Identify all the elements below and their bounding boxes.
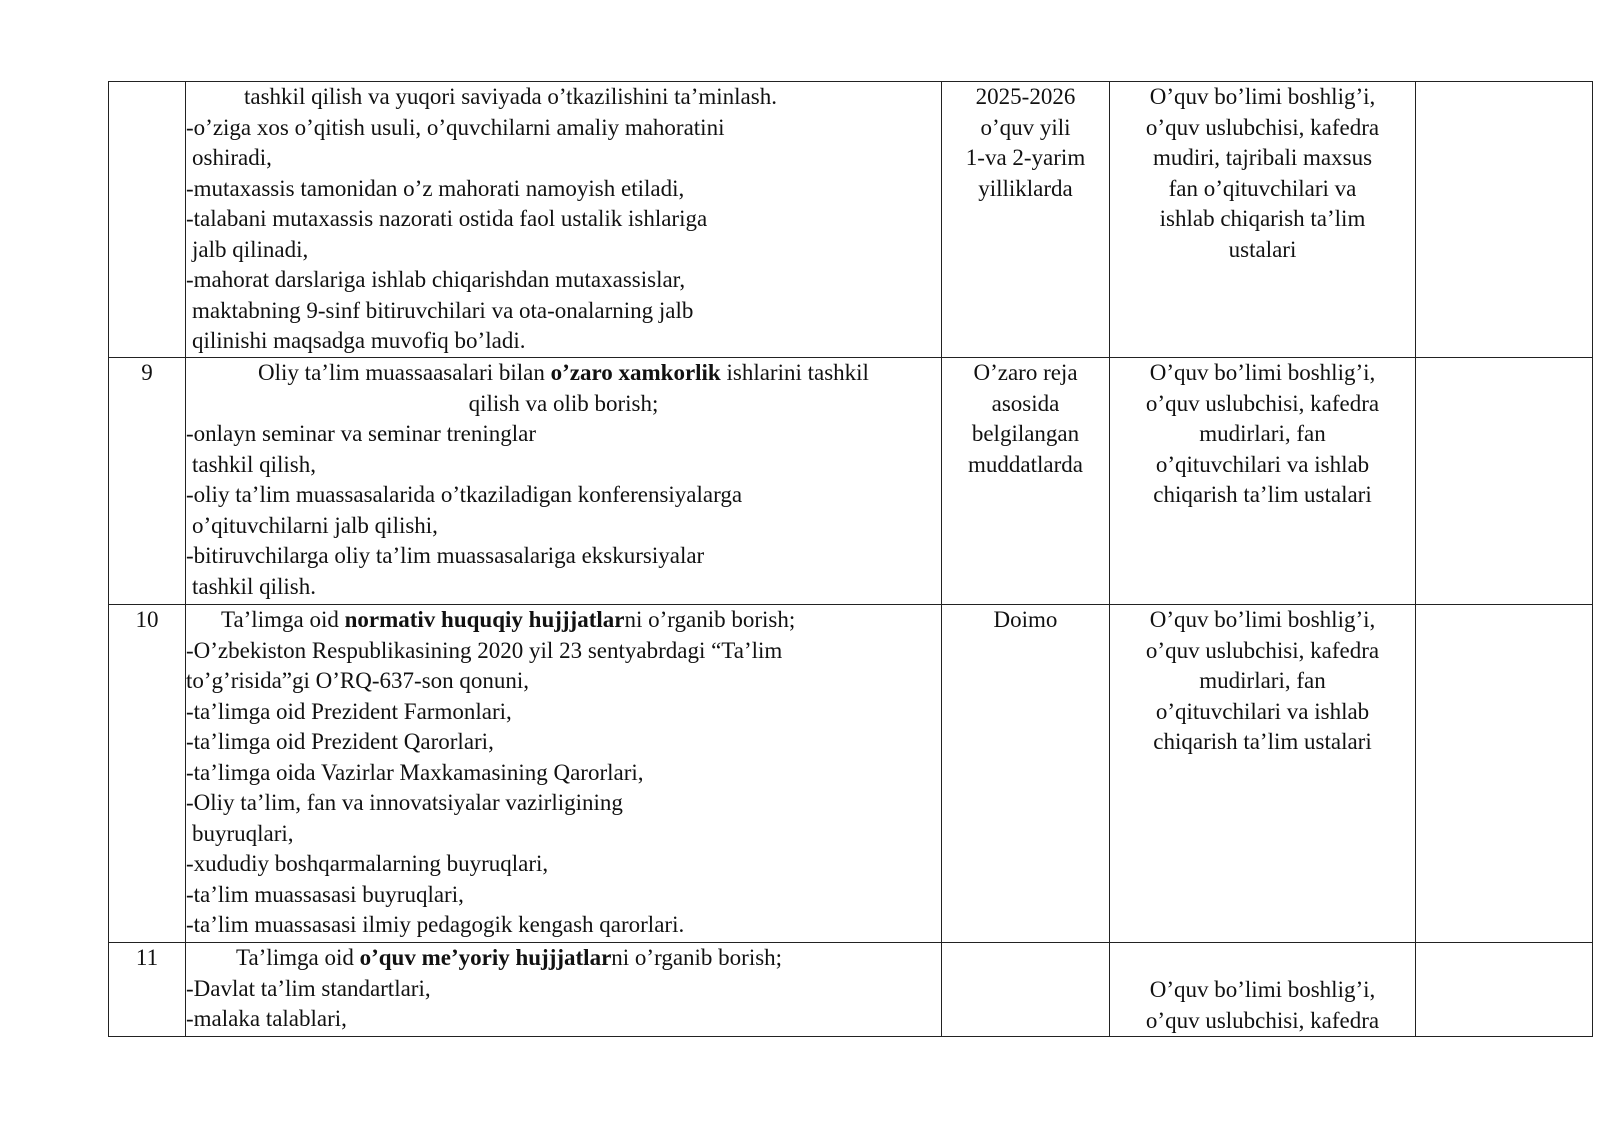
- responsible-line: o’quv uslubchisi, kafedra: [1145, 637, 1380, 663]
- activity-heading: Ta’limga oid normativ huquqiy hujjjatlarni o’rganib borish;: [221, 607, 796, 632]
- note-cell: [1416, 358, 1593, 605]
- deadline-line: 2025-2026: [975, 84, 1076, 109]
- responsible-cell: [1110, 943, 1416, 1037]
- deadline-line: o’quv yili: [980, 114, 1071, 140]
- responsible-line: o’quv uslubchisi, kafedra: [1145, 114, 1380, 140]
- deadline-cell: [942, 358, 1110, 605]
- activity-line: -ta’limga oid Prezident Qarorlari,: [186, 729, 494, 754]
- responsible-line: o’qituvchilari va ishlab: [1155, 451, 1370, 477]
- deadline-line: yilliklarda: [978, 175, 1073, 201]
- deadline-line: asosida: [991, 390, 1060, 416]
- row-number: 11: [109, 943, 186, 1037]
- deadline-cell: [942, 82, 1110, 358]
- note-cell: [1416, 943, 1593, 1037]
- activity-line: -mutaxassis tamonidan o’z mahorati namoyish etiladi,: [186, 175, 685, 201]
- deadline-line: Doimo: [993, 607, 1058, 632]
- note-cell: [1416, 605, 1593, 943]
- responsible-line: o’quv uslubchisi, kafedra: [1145, 1007, 1380, 1033]
- row-number: 10: [109, 605, 186, 943]
- activity-line: buyruqlari,: [192, 820, 294, 846]
- activity-line: -ta’limga oida Vazirlar Maxkamasining Qarorlari,: [186, 759, 644, 785]
- activity-line: oshiradi,: [192, 145, 272, 170]
- activity-line: tashkil qilish.: [192, 573, 316, 599]
- row-number: [109, 82, 186, 358]
- activity-line: -oliy ta’lim muassasalarida o’tkaziladigan konferensiyalarga: [186, 482, 743, 507]
- activity-line: -onlayn seminar va seminar treninglar: [186, 421, 536, 446]
- deadline-line: O’zaro reja: [973, 360, 1078, 385]
- responsible-line: o’qituvchilari va ishlab: [1155, 698, 1370, 724]
- responsible-line: chiqarish ta’lim ustalari: [1153, 729, 1372, 754]
- deadline-line: 1-va 2-yarim: [965, 145, 1086, 170]
- activity-line: to’g’risida”gi O’RQ-637-son qonuni,: [186, 668, 530, 693]
- responsible-line: mudiri, tajribali maxsus: [1152, 145, 1373, 170]
- activity-line: -bitiruvchilarga oliy ta’lim muassasalariga ekskursiyalar: [186, 543, 705, 568]
- responsible-line: ishlab chiqarish ta’lim: [1159, 206, 1366, 231]
- activity-line: -xududiy boshqarmalarning buyruqlari,: [186, 851, 549, 876]
- activity-line: -ta’limga oid Prezident Farmonlari,: [186, 698, 512, 724]
- activity-line: -ta’lim muassasasi buyruqlari,: [186, 881, 464, 907]
- heading-emphasis: normativ huquqiy hujjjatlar: [344, 607, 625, 632]
- activity-cell: [186, 358, 942, 605]
- activity-heading: tashkil qilish va yuqori saviyada o’tkazilishini ta’minlash.: [244, 84, 777, 109]
- responsible-cell: [1110, 82, 1416, 358]
- responsible-line: O’quv bo’limi boshlig’i,: [1149, 84, 1376, 109]
- deadline-line: muddatlarda: [968, 451, 1083, 477]
- activity-cell: [186, 82, 942, 358]
- row-number: 9: [109, 358, 186, 605]
- responsible-cell: [1110, 358, 1416, 605]
- activity-cell: [186, 943, 942, 1037]
- activity-line: -o’ziga xos o’qitish usuli, o’quvchilarni amaliy mahoratini: [186, 114, 725, 140]
- responsible-line: O’quv bo’limi boshlig’i,: [1149, 607, 1376, 632]
- activity-heading-line2: qilish va olib borish;: [468, 390, 659, 416]
- activity-line: -Davlat ta’lim standartlari,: [186, 975, 431, 1001]
- responsible-line: O’quv bo’limi boshlig’i,: [1149, 977, 1376, 1002]
- activity-line: maktabning 9-sinf bitiruvchilari va ota-onalarning jalb: [192, 297, 694, 323]
- note-cell: [1416, 82, 1593, 358]
- deadline-cell: [942, 943, 1110, 1037]
- activity-line: -Oliy ta’lim, fan va innovatsiyalar vazirligining: [186, 790, 623, 815]
- table-row: [109, 82, 1593, 358]
- table-row: [109, 358, 1593, 605]
- activity-line: -mahorat darslariga ishlab chiqarishdan mutaxassislar,: [186, 267, 686, 292]
- responsible-line: mudirlari, fan: [1199, 421, 1326, 446]
- activity-cell: [186, 605, 942, 943]
- heading-emphasis: o’quv me’yoriy hujjjatlar: [359, 945, 612, 970]
- activity-line: -ta’lim muassasasi ilmiy pedagogik kengash qarorlari.: [186, 912, 685, 937]
- responsible-line: O’quv bo’limi boshlig’i,: [1149, 360, 1376, 385]
- responsible-line: chiqarish ta’lim ustalari: [1153, 482, 1372, 507]
- activity-line: o’qituvchilarni jalb qilishi,: [192, 512, 438, 538]
- activity-line: -O’zbekiston Respublikasining 2020 yil 23 sentyabrdagi “Ta’lim: [186, 637, 783, 663]
- activity-heading: Oliy ta’lim muassaasalari bilan o’zaro xamkorlik ishlarini tashkil: [258, 360, 869, 385]
- table-row: [109, 943, 1593, 1037]
- activity-line: tashkil qilish,: [192, 451, 316, 477]
- activity-line: -malaka talablari,: [186, 1006, 347, 1031]
- activity-heading: Ta’limga oid o’quv me’yoriy hujjjatlarni o’rganib borish;: [236, 945, 783, 970]
- activity-line: -talabani mutaxassis nazorati ostida faol ustalik ishlariga: [186, 206, 708, 231]
- deadline-line: belgilangan: [971, 421, 1080, 446]
- table-row: [109, 605, 1593, 943]
- heading-emphasis: o’zaro xamkorlik: [550, 360, 721, 385]
- activity-line: jalb qilinadi,: [192, 236, 309, 262]
- deadline-cell: [942, 605, 1110, 943]
- responsible-line: mudirlari, fan: [1199, 668, 1326, 693]
- responsible-line: ustalari: [1228, 236, 1297, 262]
- responsible-line: fan o’qituvchilari va: [1168, 175, 1357, 201]
- activity-line: qilinishi maqsadga muvofiq bo’ladi.: [192, 328, 526, 353]
- responsible-cell: [1110, 605, 1416, 943]
- responsible-line: o’quv uslubchisi, kafedra: [1145, 390, 1380, 416]
- plan-table: [108, 81, 1593, 1037]
